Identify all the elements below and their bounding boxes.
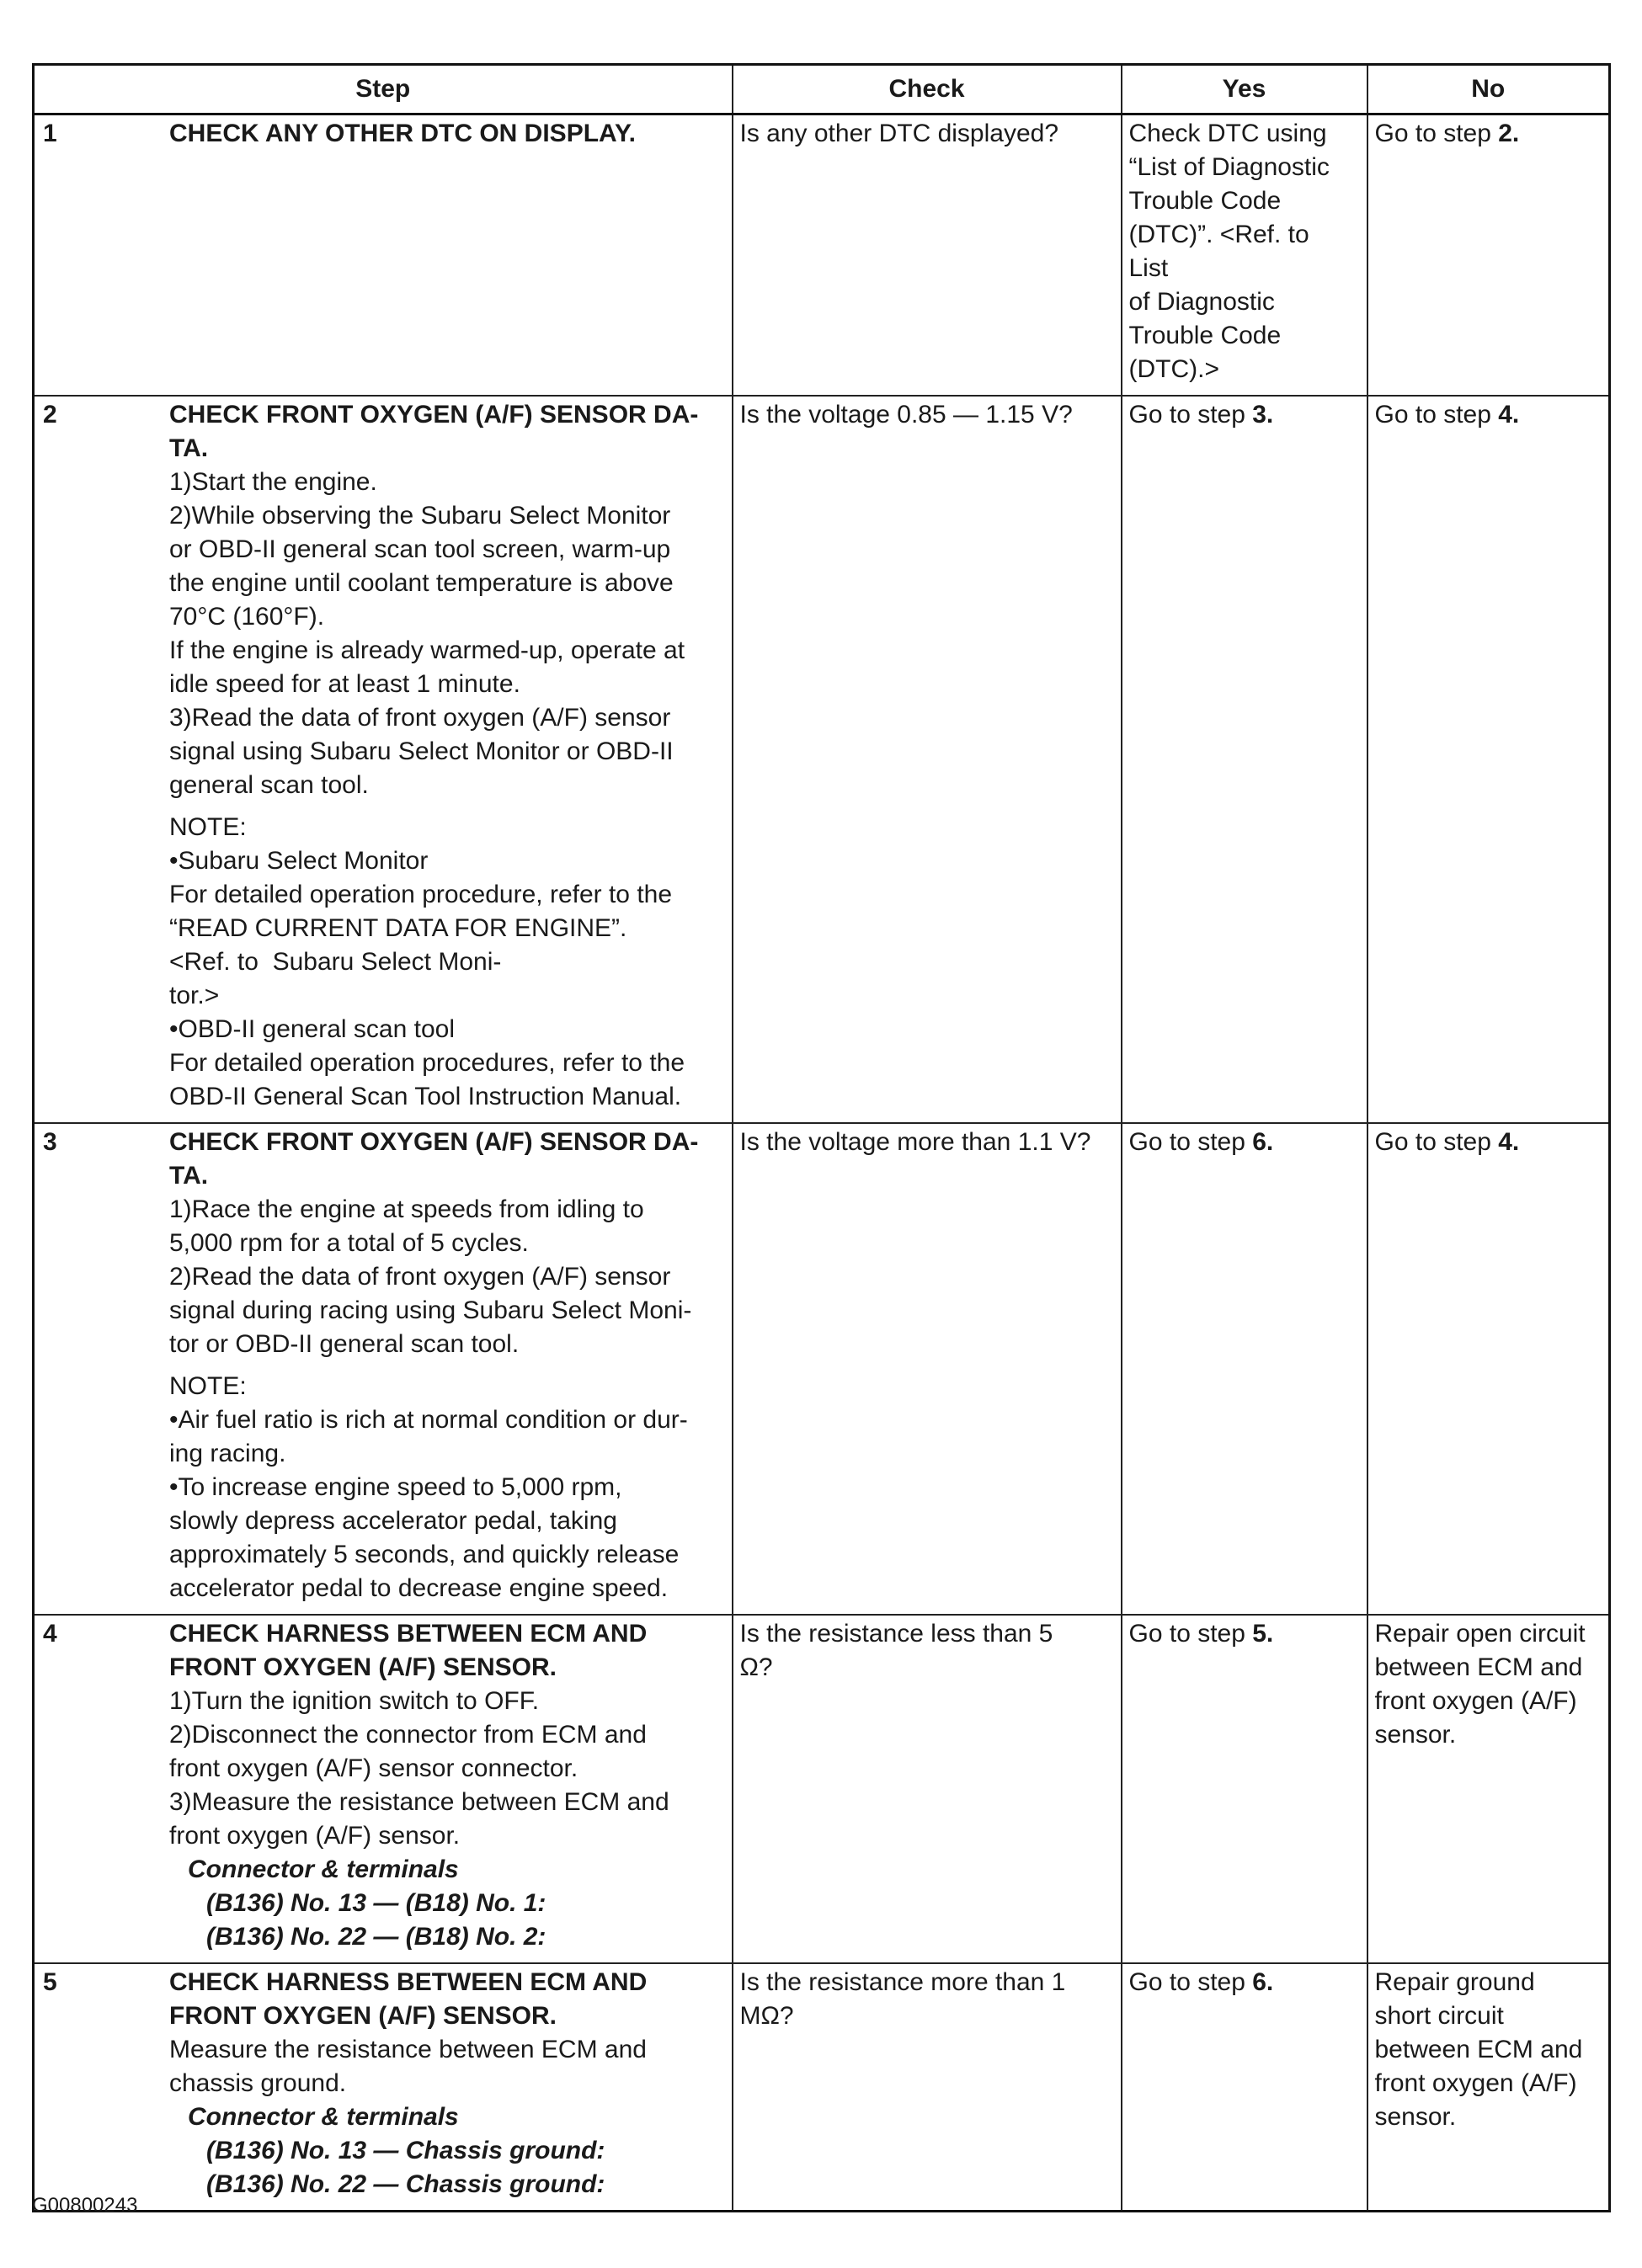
figure-code: G00800243 bbox=[32, 2194, 138, 2217]
yes-prefix: Go to step bbox=[1128, 1128, 1253, 1156]
header-step: Step bbox=[34, 65, 733, 114]
note-line: •To increase engine speed to 5,000 rpm, bbox=[169, 1473, 622, 1501]
connector-label: Connector & terminals bbox=[188, 2103, 459, 2131]
header-check: Check bbox=[733, 65, 1122, 114]
note-line: approximately 5 seconds, and quickly release bbox=[169, 1541, 680, 1568]
step-title: CHECK HARNESS BETWEEN ECM AND bbox=[169, 1968, 648, 1996]
yes-action bbox=[1129, 1617, 1360, 1651]
table-row bbox=[34, 396, 1610, 1123]
no-cell bbox=[1367, 396, 1610, 1123]
no-line: Repair open circuit bbox=[1374, 1620, 1586, 1648]
note-line: OBD-II General Scan Tool Instruction Manual. bbox=[169, 1083, 682, 1110]
yes-prefix: Go to step bbox=[1128, 1620, 1253, 1648]
step-instruction: general scan tool. bbox=[169, 771, 369, 799]
step-body bbox=[169, 117, 725, 151]
yes-action bbox=[1129, 1126, 1360, 1159]
diagnostic-table bbox=[32, 63, 1611, 2212]
step-title: TA. bbox=[169, 1162, 209, 1190]
no-line: front oxygen (A/F) bbox=[1374, 2069, 1577, 2097]
no-line: between ECM and bbox=[1374, 1653, 1583, 1681]
no-cell bbox=[1367, 1123, 1610, 1615]
step-title: CHECK FRONT OXYGEN (A/F) SENSOR DA- bbox=[169, 1128, 699, 1156]
step-cell bbox=[34, 1963, 733, 2212]
table-row bbox=[34, 114, 1610, 397]
no-line: short circuit bbox=[1374, 2002, 1504, 2030]
step-instruction: front oxygen (A/F) sensor. bbox=[169, 1822, 461, 1850]
no-line: between ECM and bbox=[1374, 2036, 1583, 2063]
connector-terminal: (B136) No. 13 — Chassis ground: bbox=[206, 2137, 605, 2164]
step-instruction: 1)Race the engine at speeds from idling to bbox=[169, 1195, 644, 1223]
table-row bbox=[34, 1123, 1610, 1615]
no-cell bbox=[1367, 1615, 1610, 1963]
connector-terminal: (B136) No. 22 — Chassis ground: bbox=[206, 2170, 605, 2198]
check-question: MΩ? bbox=[739, 2002, 794, 2030]
no-line: sensor. bbox=[1374, 2103, 1457, 2131]
check-cell bbox=[733, 396, 1122, 1123]
yes-prefix: Go to step bbox=[1128, 401, 1253, 429]
header-row bbox=[34, 65, 1610, 114]
step-instruction: signal during racing using Subaru Select Moni- bbox=[169, 1296, 692, 1324]
yes-step-ref: 6. bbox=[1252, 1968, 1274, 1996]
note-line: “READ CURRENT DATA FOR ENGINE”. bbox=[169, 914, 627, 942]
no-prefix: Go to step bbox=[1374, 1128, 1499, 1156]
step-title: FRONT OXYGEN (A/F) SENSOR. bbox=[169, 1653, 557, 1681]
step-cell bbox=[34, 396, 733, 1123]
yes-step-ref: 6. bbox=[1252, 1128, 1274, 1156]
yes-cell bbox=[1122, 114, 1367, 397]
step-number: 2 bbox=[43, 401, 57, 429]
yes-prefix: Go to step bbox=[1128, 1968, 1253, 1996]
step-instruction: 3)Measure the resistance between ECM and bbox=[169, 1788, 669, 1816]
note-line: ing racing. bbox=[169, 1440, 286, 1467]
step-instruction: 2)Read the data of front oxygen (A/F) sensor bbox=[169, 1263, 671, 1291]
no-step-ref: 4. bbox=[1498, 401, 1520, 429]
no-prefix: Go to step bbox=[1374, 120, 1499, 147]
yes-line: (DTC).> bbox=[1128, 355, 1219, 383]
step-instruction: Measure the resistance between ECM and bbox=[169, 2036, 647, 2063]
yes-cell bbox=[1122, 1963, 1367, 2212]
step-number: 5 bbox=[43, 1968, 57, 1996]
yes-step-ref: 5. bbox=[1252, 1620, 1274, 1648]
step-instruction: the engine until coolant temperature is above bbox=[169, 569, 674, 597]
step-instruction: 3)Read the data of front oxygen (A/F) sensor bbox=[169, 704, 671, 732]
step-instruction: 2)While observing the Subaru Select Monitor bbox=[169, 502, 671, 530]
step-instruction: chassis ground. bbox=[169, 2069, 347, 2097]
table-body bbox=[34, 114, 1610, 2212]
no-prefix: Go to step bbox=[1374, 401, 1499, 429]
step-title: FRONT OXYGEN (A/F) SENSOR. bbox=[169, 2002, 557, 2030]
step-instruction: idle speed for at least 1 minute. bbox=[169, 670, 520, 698]
no-step-ref: 2. bbox=[1498, 120, 1520, 147]
check-question: Ω? bbox=[739, 1653, 773, 1681]
step-body bbox=[169, 1966, 725, 2201]
yes-cell bbox=[1122, 1123, 1367, 1615]
step-title: CHECK FRONT OXYGEN (A/F) SENSOR DA- bbox=[169, 401, 699, 429]
step-instruction: or OBD-II general scan tool screen, warm-up bbox=[169, 535, 671, 563]
yes-line: Trouble Code bbox=[1128, 187, 1282, 215]
yes-cell bbox=[1122, 1615, 1367, 1963]
yes-line: (DTC)”. <Ref. to bbox=[1128, 221, 1309, 248]
yes-action bbox=[1129, 398, 1360, 432]
step-grid bbox=[41, 117, 725, 151]
note-line: •Air fuel ratio is rich at normal condition or dur- bbox=[169, 1406, 688, 1434]
no-action bbox=[1375, 398, 1602, 432]
step-cell bbox=[34, 114, 733, 397]
no-step-ref: 4. bbox=[1498, 1128, 1520, 1156]
step-instruction: tor or OBD-II general scan tool. bbox=[169, 1330, 520, 1358]
no-cell bbox=[1367, 114, 1610, 397]
check-question: Is the resistance less than 5 bbox=[739, 1620, 1053, 1648]
step-grid bbox=[41, 1126, 725, 1605]
step-instruction: front oxygen (A/F) sensor connector. bbox=[169, 1754, 578, 1782]
step-cell bbox=[34, 1615, 733, 1963]
note-line: For detailed operation procedure, refer to the bbox=[169, 881, 673, 908]
note-line: •OBD-II general scan tool bbox=[169, 1015, 455, 1043]
connector-terminal: (B136) No. 13 — (B18) No. 1: bbox=[206, 1889, 546, 1917]
note-line: slowly depress accelerator pedal, taking bbox=[169, 1507, 617, 1535]
table-row bbox=[34, 1963, 1610, 2212]
no-line: Repair ground bbox=[1374, 1968, 1535, 1996]
yes-line: “List of Diagnostic bbox=[1128, 153, 1330, 181]
no-line: front oxygen (A/F) bbox=[1374, 1687, 1577, 1715]
step-number: 3 bbox=[43, 1128, 57, 1156]
step-title: CHECK HARNESS BETWEEN ECM AND bbox=[169, 1620, 648, 1648]
step-instruction: 1)Turn the ignition switch to OFF. bbox=[169, 1687, 540, 1715]
connector-terminal: (B136) No. 22 — (B18) No. 2: bbox=[206, 1923, 546, 1951]
check-cell bbox=[733, 1123, 1122, 1615]
check-question: Is the voltage more than 1.1 V? bbox=[739, 1128, 1091, 1156]
connector-label: Connector & terminals bbox=[188, 1855, 459, 1883]
note-label: NOTE: bbox=[169, 1372, 247, 1400]
yes-cell bbox=[1122, 396, 1367, 1123]
yes-action bbox=[1129, 1966, 1360, 1999]
step-instruction: 1)Start the engine. bbox=[169, 468, 377, 496]
check-cell bbox=[733, 114, 1122, 397]
step-body bbox=[169, 1126, 725, 1605]
note-line: <Ref. to Subaru Select Moni- bbox=[169, 948, 502, 976]
check-question: Is the resistance more than 1 bbox=[739, 1968, 1066, 1996]
step-instruction: 5,000 rpm for a total of 5 cycles. bbox=[169, 1229, 529, 1257]
step-body bbox=[169, 398, 725, 1114]
note-label: NOTE: bbox=[169, 813, 247, 841]
header-yes: Yes bbox=[1122, 65, 1367, 114]
step-cell bbox=[34, 1123, 733, 1615]
step-grid bbox=[41, 398, 725, 1114]
note-line: •Subaru Select Monitor bbox=[169, 847, 429, 875]
table-row bbox=[34, 1615, 1610, 1963]
no-line: sensor. bbox=[1374, 1721, 1457, 1749]
no-cell bbox=[1367, 1963, 1610, 2212]
check-cell bbox=[733, 1963, 1122, 2212]
note-line: accelerator pedal to decrease engine speed. bbox=[169, 1574, 669, 1602]
check-question: Is the voltage 0.85 — 1.15 V? bbox=[739, 401, 1073, 429]
step-instruction: signal using Subaru Select Monitor or OBD-II bbox=[169, 737, 674, 765]
yes-step-ref: 3. bbox=[1252, 401, 1274, 429]
yes-line: of Diagnostic bbox=[1128, 288, 1275, 316]
yes-line: Trouble Code bbox=[1128, 322, 1282, 349]
step-instruction: 2)Disconnect the connector from ECM and bbox=[169, 1721, 647, 1749]
step-body bbox=[169, 1617, 725, 1954]
yes-line: List bbox=[1128, 254, 1169, 282]
step-number: 1 bbox=[43, 120, 57, 147]
step-instruction: If the engine is already warmed-up, operate at bbox=[169, 636, 685, 664]
no-action bbox=[1375, 117, 1602, 151]
step-grid bbox=[41, 1966, 725, 2201]
yes-line: Check DTC using bbox=[1128, 120, 1327, 147]
step-grid bbox=[41, 1617, 725, 1954]
step-title: CHECK ANY OTHER DTC ON DISPLAY. bbox=[169, 120, 636, 147]
header-no: No bbox=[1367, 65, 1610, 114]
step-title: TA. bbox=[169, 434, 209, 462]
note-line: tor.> bbox=[169, 982, 220, 1009]
note-line: For detailed operation procedures, refer to the bbox=[169, 1049, 685, 1077]
no-action bbox=[1375, 1126, 1602, 1159]
step-instruction: 70°C (160°F). bbox=[169, 603, 325, 631]
check-cell bbox=[733, 1615, 1122, 1963]
step-number: 4 bbox=[43, 1620, 57, 1648]
check-question: Is any other DTC displayed? bbox=[739, 120, 1059, 147]
